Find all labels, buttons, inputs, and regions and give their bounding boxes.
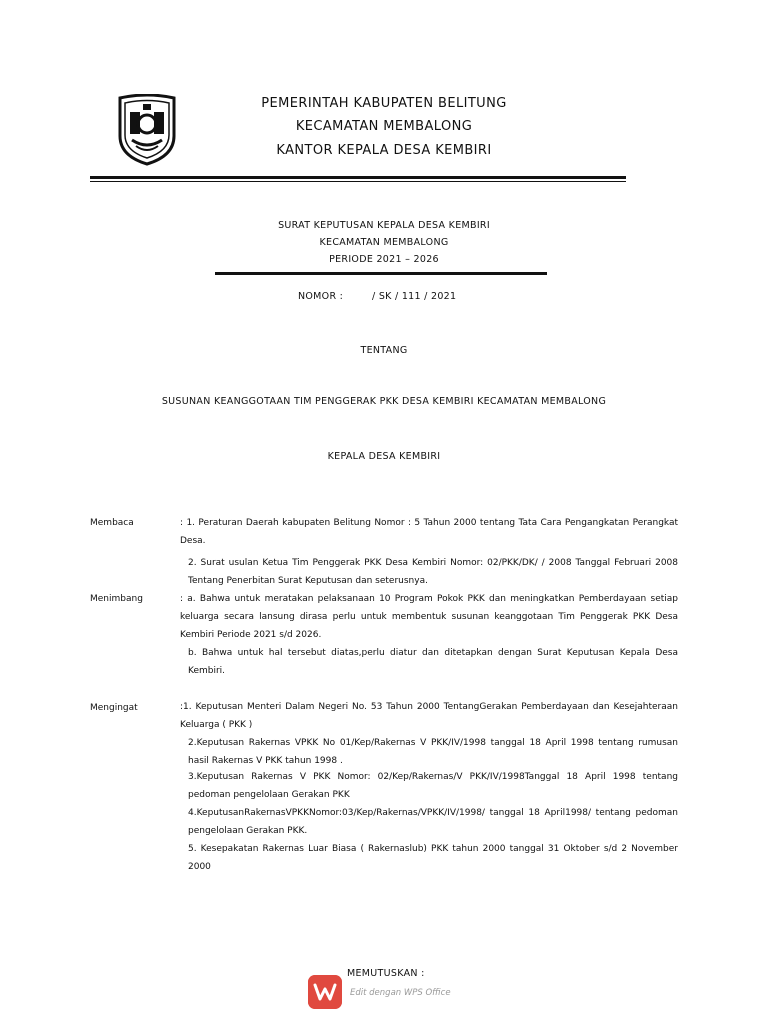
mengingat-item-5: 5. Kesepakatan Rakernas Luar Biasa ( Rakernaslub) PKK tahun 2000 tanggal 31 Oktober s/d 2 November 2000 — [188, 844, 678, 872]
title-underline — [215, 272, 547, 275]
decree-title-line-1: SURAT KEPUTUSAN KEPALA DESA KEMBIRI — [278, 220, 490, 231]
decree-title-line-3: PERIODE 2021 – 2026 — [329, 254, 439, 265]
memutuskan-heading: MEMUTUSKAN : — [347, 968, 425, 979]
menimbang-item-b: b. Bahwa untuk hal tersebut diatas,perlu diatur dan ditetapkan dengan Surat Keputusan Kepala Desa Kembiri. — [188, 648, 678, 676]
decree-title-line-2: KECAMATAN MEMBALONG — [319, 237, 449, 248]
nomor-value: / SK / 111 / 2021 — [372, 291, 457, 302]
membaca-item-2: 2. Surat usulan Ketua Tim Penggerak PKK Desa Kembiri Nomor: 02/PKK/DK/ / 2008 Tanggal Februari 2008 Tentang Penerbitan Surat Keputusan dan seterusnya. — [188, 558, 678, 586]
menimbang-item-a: : a. Bahwa untuk meratakan pelaksanaan 10 Program Pokok PKK dan meningkatkan Pemberdayaan setiap keluarga secara lansung dirasa perlu untuk membentuk susunan keanggotaan Tim Penggerak PKK Desa Kembiri Periode 2021 s/d 2026. — [180, 594, 678, 640]
wps-office-icon[interactable] — [308, 975, 342, 1009]
nomor-label: NOMOR : — [298, 291, 344, 302]
menimbang-label: Menimbang — [90, 594, 143, 604]
tentang-heading: TENTANG — [360, 345, 408, 356]
mengingat-item-4: 4.KeputusanRakernasVPKKNomor:03/Kep/Rakernas/VPKK/IV/1998/ tanggal 18 April1998/ tentang pedoman pengelolaan Gerakan PKK. — [188, 808, 678, 836]
mengingat-item-3: 3.Keputusan Rakernas V PKK Nomor: 02/Kep/Rakernas/V PKK/IV/1998Tanggal 18 April 1998 tentang pedoman pengelolaan Gerakan PKK — [188, 772, 678, 800]
membaca-label: Membaca — [90, 518, 134, 528]
mengingat-item-1: :1. Keputusan Menteri Dalam Negeri No. 53 Tahun 2000 TentangGerakan Pemberdayaan dan Kesejahteraan Keluarga ( PKK ) — [180, 702, 678, 730]
mengingat-label: Mengingat — [90, 703, 138, 713]
membaca-item-1: : 1. Peraturan Daerah kabupaten Belitung Nomor : 5 Tahun 2000 tentang Tata Cara Pengangkatan Perangkat Desa. — [180, 518, 678, 546]
letterhead-line-3: KANTOR KEPALA DESA KEMBIRI — [276, 143, 492, 158]
letterhead-line-1: PEMERINTAH KABUPATEN BELITUNG — [261, 96, 507, 111]
wps-edit-link[interactable]: Edit dengan WPS Office — [350, 988, 451, 998]
letterhead-rule-thin — [90, 181, 626, 182]
decree-subject: SUSUNAN KEANGGOTAAN TIM PENGGERAK PKK DESA KEMBIRI KECAMATAN MEMBALONG — [161, 396, 607, 407]
letterhead-line-2: KECAMATAN MEMBALONG — [295, 119, 473, 134]
decree-issuer: KEPALA DESA KEMBIRI — [327, 451, 441, 462]
mengingat-item-2: 2.Keputusan Rakernas VPKK No 01/Kep/Rakernas V PKK/IV/1998 tanggal 18 April 1998 tentang rumusan hasil Rakernas V PKK tahun 1998 . — [188, 738, 678, 766]
letterhead-rule-thick — [90, 176, 626, 179]
